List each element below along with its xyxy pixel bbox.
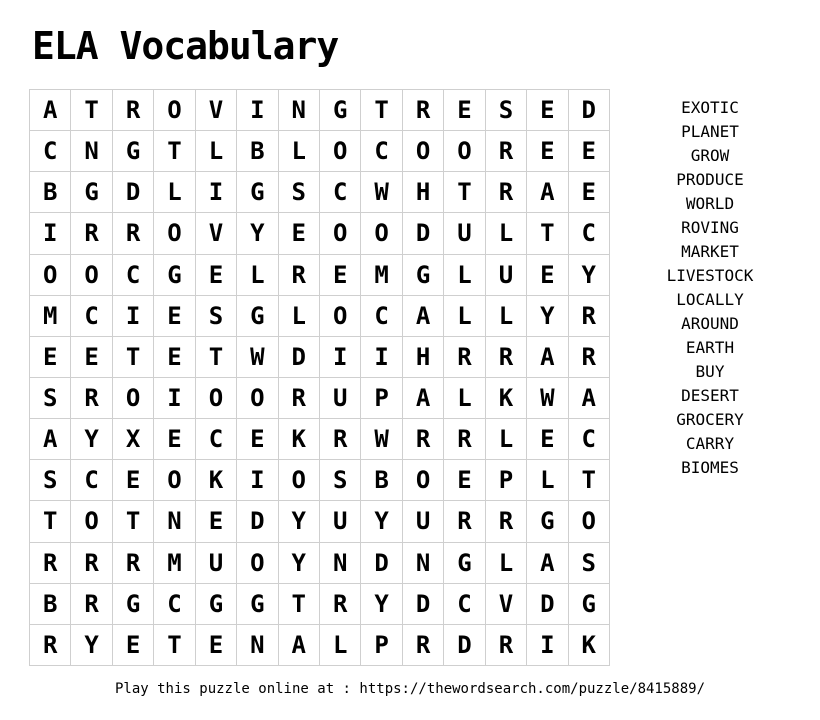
grid-cell: U xyxy=(444,213,485,254)
grid-cell: R xyxy=(444,419,485,460)
grid-cell: N xyxy=(71,131,112,172)
grid-cell: O xyxy=(320,131,361,172)
grid-cell: R xyxy=(279,255,320,296)
grid-cell: X xyxy=(113,419,154,460)
grid-cell: S xyxy=(569,543,610,584)
grid-cell: N xyxy=(279,90,320,131)
grid-cell: T xyxy=(113,501,154,542)
grid-cell: G xyxy=(320,90,361,131)
grid-cell: P xyxy=(361,625,402,666)
grid-cell: Y xyxy=(361,584,402,625)
grid-cell: Y xyxy=(237,213,278,254)
grid-cell: T xyxy=(30,501,71,542)
grid-cell: O xyxy=(320,213,361,254)
grid-cell: T xyxy=(113,337,154,378)
grid-cell: D xyxy=(279,337,320,378)
grid-cell: L xyxy=(444,255,485,296)
grid-cell: E xyxy=(71,337,112,378)
grid-cell: K xyxy=(196,460,237,501)
grid-cell: L xyxy=(527,460,568,501)
word-list-item: WORLD xyxy=(685,194,735,213)
grid-cell: Y xyxy=(279,501,320,542)
word-list-item: MARKET xyxy=(681,242,739,261)
grid-cell: P xyxy=(361,378,402,419)
grid-cell: R xyxy=(569,337,610,378)
grid-cell: B xyxy=(30,172,71,213)
grid-cell: C xyxy=(361,296,402,337)
grid-cell: C xyxy=(30,131,71,172)
word-list-item: LIVESTOCK xyxy=(666,266,754,285)
grid-cell: O xyxy=(237,543,278,584)
grid-cell: E xyxy=(527,90,568,131)
grid-cell: T xyxy=(569,460,610,501)
grid-cell: I xyxy=(154,378,195,419)
grid-cell: T xyxy=(361,90,402,131)
grid-cell: C xyxy=(113,255,154,296)
grid-cell: I xyxy=(527,625,568,666)
grid-cell: H xyxy=(403,337,444,378)
grid-cell: E xyxy=(320,255,361,296)
grid-cell: C xyxy=(569,419,610,460)
grid-cell: V xyxy=(486,584,527,625)
grid-cell: B xyxy=(361,460,402,501)
grid-cell: C xyxy=(196,419,237,460)
grid-cell: O xyxy=(237,378,278,419)
grid-cell: C xyxy=(71,296,112,337)
grid-cell: R xyxy=(403,625,444,666)
grid-cell: R xyxy=(569,296,610,337)
grid-cell: T xyxy=(196,337,237,378)
grid-cell: E xyxy=(154,296,195,337)
grid-cell: D xyxy=(361,543,402,584)
word-list-item: GROW xyxy=(690,146,730,165)
grid-cell: L xyxy=(444,296,485,337)
word-list-item: BUY xyxy=(695,362,725,381)
grid-cell: H xyxy=(403,172,444,213)
grid-cell: R xyxy=(486,172,527,213)
grid-cell: L xyxy=(486,543,527,584)
grid-cell: D xyxy=(237,501,278,542)
grid-cell: Y xyxy=(279,543,320,584)
grid-cell: O xyxy=(403,131,444,172)
word-list-item: LOCALLY xyxy=(676,290,744,309)
grid-cell: C xyxy=(71,460,112,501)
grid-cell: S xyxy=(196,296,237,337)
grid-cell: E xyxy=(444,460,485,501)
grid-cell: O xyxy=(569,501,610,542)
grid-cell: G xyxy=(237,172,278,213)
grid-cell: S xyxy=(30,460,71,501)
grid-cell: E xyxy=(444,90,485,131)
footer-puzzle-link: Play this puzzle online at : https://thewordsearch.com/puzzle/8415889/ xyxy=(114,681,705,697)
grid-cell: A xyxy=(527,543,568,584)
grid-cell: O xyxy=(154,460,195,501)
grid-cell: R xyxy=(486,625,527,666)
grid-cell: W xyxy=(237,337,278,378)
grid-cell: L xyxy=(486,296,527,337)
word-list-item: BIOMES xyxy=(681,458,739,477)
grid-cell: O xyxy=(71,255,112,296)
word-list xyxy=(650,96,770,480)
word-list-item: AROUND xyxy=(681,314,739,333)
grid-cell: E xyxy=(113,625,154,666)
grid-cell: O xyxy=(71,501,112,542)
grid-cell: C xyxy=(444,584,485,625)
word-list-item: PRODUCE xyxy=(676,170,744,189)
grid-cell: E xyxy=(196,255,237,296)
grid-cell: B xyxy=(237,131,278,172)
grid-cell: T xyxy=(154,625,195,666)
grid-cell: E xyxy=(30,337,71,378)
grid-cell: U xyxy=(196,543,237,584)
grid-cell: T xyxy=(444,172,485,213)
grid-cell: V xyxy=(196,213,237,254)
grid-cell: R xyxy=(403,419,444,460)
grid-cell: E xyxy=(527,419,568,460)
grid-cell: V xyxy=(196,90,237,131)
grid-cell: L xyxy=(320,625,361,666)
grid-cell: I xyxy=(320,337,361,378)
grid-cell: O xyxy=(279,460,320,501)
grid-cell: D xyxy=(444,625,485,666)
grid-cell: A xyxy=(279,625,320,666)
grid-cell: U xyxy=(320,501,361,542)
grid-cell: G xyxy=(403,255,444,296)
grid-cell: M xyxy=(154,543,195,584)
grid-cell: A xyxy=(403,296,444,337)
puzzle-title: ELA Vocabulary xyxy=(32,24,339,68)
grid-cell: D xyxy=(527,584,568,625)
grid-cell: G xyxy=(113,131,154,172)
grid-cell: E xyxy=(527,255,568,296)
grid-cell: K xyxy=(279,419,320,460)
grid-cell: C xyxy=(154,584,195,625)
grid-cell: W xyxy=(361,172,402,213)
grid-cell: A xyxy=(30,90,71,131)
grid-cell: T xyxy=(154,131,195,172)
grid-cell: I xyxy=(237,90,278,131)
grid-cell: N xyxy=(403,543,444,584)
grid-cell: N xyxy=(154,501,195,542)
grid-cell: U xyxy=(320,378,361,419)
grid-cell: R xyxy=(403,90,444,131)
grid-cell: L xyxy=(237,255,278,296)
grid-cell: A xyxy=(569,378,610,419)
grid-cell: E xyxy=(113,460,154,501)
grid-cell: K xyxy=(569,625,610,666)
grid-cell: P xyxy=(486,460,527,501)
grid-cell: C xyxy=(361,131,402,172)
grid-cell: R xyxy=(486,501,527,542)
grid-cell: C xyxy=(320,172,361,213)
grid-cell: U xyxy=(486,255,527,296)
grid-cell: E xyxy=(569,131,610,172)
grid-cell: O xyxy=(320,296,361,337)
grid-cell: A xyxy=(527,337,568,378)
grid-cell: O xyxy=(30,255,71,296)
grid-cell: L xyxy=(196,131,237,172)
grid-cell: R xyxy=(444,337,485,378)
grid-cell: D xyxy=(403,213,444,254)
grid-cell: A xyxy=(527,172,568,213)
grid-cell: R xyxy=(71,584,112,625)
grid-cell: U xyxy=(403,501,444,542)
grid-cell: O xyxy=(154,90,195,131)
grid-cell: E xyxy=(569,172,610,213)
grid-cell: G xyxy=(444,543,485,584)
grid-cell: M xyxy=(361,255,402,296)
grid-cell: R xyxy=(113,543,154,584)
grid-cell: D xyxy=(569,90,610,131)
grid-cell: R xyxy=(113,90,154,131)
grid-cell: I xyxy=(237,460,278,501)
grid-cell: Y xyxy=(569,255,610,296)
grid-cell: S xyxy=(30,378,71,419)
grid-cell: S xyxy=(279,172,320,213)
grid-cell: E xyxy=(527,131,568,172)
grid-cell: I xyxy=(361,337,402,378)
grid-cell: S xyxy=(320,460,361,501)
grid-cell: M xyxy=(30,296,71,337)
grid-cell: A xyxy=(30,419,71,460)
word-list-item: CARRY xyxy=(685,434,735,453)
grid-cell: T xyxy=(71,90,112,131)
grid-cell: A xyxy=(403,378,444,419)
grid-cell: Y xyxy=(71,419,112,460)
grid-cell: R xyxy=(30,543,71,584)
grid-cell: L xyxy=(279,131,320,172)
grid-cell: I xyxy=(196,172,237,213)
grid-cell: E xyxy=(237,419,278,460)
grid-cell: D xyxy=(403,584,444,625)
grid-cell: E xyxy=(154,337,195,378)
grid-cell: Y xyxy=(527,296,568,337)
grid-cell: R xyxy=(320,584,361,625)
grid-cell: O xyxy=(403,460,444,501)
grid-cell: O xyxy=(154,213,195,254)
grid-cell: L xyxy=(154,172,195,213)
grid-cell: L xyxy=(279,296,320,337)
word-list-item: PLANET xyxy=(681,122,739,141)
grid-cell: G xyxy=(113,584,154,625)
grid-cell: O xyxy=(113,378,154,419)
grid-cell: E xyxy=(154,419,195,460)
grid-cell: O xyxy=(361,213,402,254)
grid-cell: R xyxy=(486,337,527,378)
grid-cell: R xyxy=(279,378,320,419)
grid-cell: O xyxy=(196,378,237,419)
grid-cell: L xyxy=(486,419,527,460)
grid-cell: R xyxy=(444,501,485,542)
grid-cell: T xyxy=(527,213,568,254)
grid-cell: W xyxy=(527,378,568,419)
grid-cell: G xyxy=(527,501,568,542)
grid-cell: Y xyxy=(361,501,402,542)
grid-cell: G xyxy=(237,584,278,625)
grid-cell: L xyxy=(444,378,485,419)
grid-cell: C xyxy=(569,213,610,254)
grid-cell: N xyxy=(320,543,361,584)
letter-grid xyxy=(29,89,610,666)
grid-cell: R xyxy=(113,213,154,254)
word-list-item: DESERT xyxy=(681,386,739,405)
grid-cell: R xyxy=(486,131,527,172)
grid-cell: W xyxy=(361,419,402,460)
grid-cell: G xyxy=(154,255,195,296)
grid-cell: R xyxy=(71,543,112,584)
grid-cell: L xyxy=(486,213,527,254)
word-list-item: ROVING xyxy=(681,218,739,237)
grid-cell: G xyxy=(196,584,237,625)
grid-cell: B xyxy=(30,584,71,625)
grid-cell: R xyxy=(320,419,361,460)
grid-cell: R xyxy=(30,625,71,666)
grid-cell: G xyxy=(71,172,112,213)
grid-cell: I xyxy=(30,213,71,254)
grid-cell: R xyxy=(71,213,112,254)
grid-cell: Y xyxy=(71,625,112,666)
grid-cell: R xyxy=(71,378,112,419)
grid-cell: D xyxy=(113,172,154,213)
grid-cell: I xyxy=(113,296,154,337)
grid-cell: O xyxy=(444,131,485,172)
grid-cell: E xyxy=(196,501,237,542)
grid-cell: G xyxy=(237,296,278,337)
word-list-item: EARTH xyxy=(685,338,735,357)
word-list-item: GROCERY xyxy=(676,410,744,429)
grid-cell: S xyxy=(486,90,527,131)
grid-cell: E xyxy=(196,625,237,666)
grid-cell: G xyxy=(569,584,610,625)
grid-cell: K xyxy=(486,378,527,419)
word-list-item: EXOTIC xyxy=(681,98,739,117)
grid-cell: T xyxy=(279,584,320,625)
grid-cell: N xyxy=(237,625,278,666)
grid-cell: E xyxy=(279,213,320,254)
